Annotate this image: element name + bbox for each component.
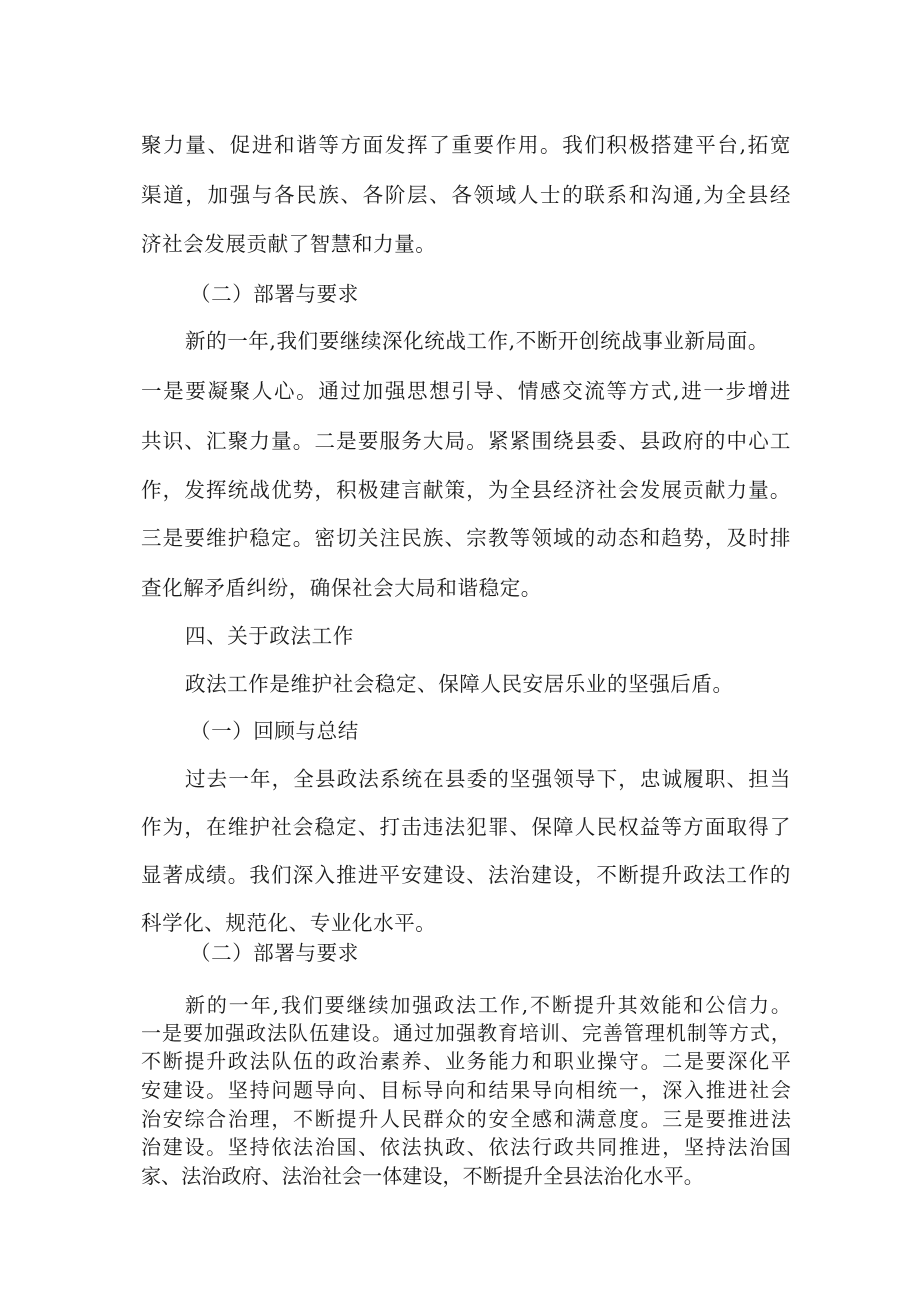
paragraph-line: 一是要加强政法队伍建设。通过加强教育培训、完善管理机制等方式， xyxy=(141,1021,791,1045)
paragraph-line: 共识、汇聚力量。二是要服务大局。紧紧围绕县委、县政府的中心工 xyxy=(141,429,791,453)
paragraph-line: 治安综合治理，不断提升人民群众的安全感和满意度。三是要推进法 xyxy=(141,1107,791,1131)
paragraph-line: 查化解矛盾纠纷，确保社会大局和谐稳定。 xyxy=(141,576,542,600)
paragraph-line: 安建设。坚持问题导向、目标导向和结果导向相统一，深入推进社会 xyxy=(141,1078,791,1102)
paragraph-line: 新的一年,我们要继续加强政法工作,不断提升其效能和公信力。 xyxy=(185,993,791,1017)
paragraph-line: 聚力量、促进和谐等方面发挥了重要作用。我们积极搭建平台,拓宽 xyxy=(141,133,791,157)
paragraph-line: 新的一年,我们要继续深化统战工作,不断开创统战事业新局面。 xyxy=(185,329,769,353)
section-heading: （一）回顾与总结 xyxy=(190,719,359,743)
paragraph-line: 三是要维护稳定。密切关注民族、宗教等领域的动态和趋势，及时排 xyxy=(141,526,791,550)
paragraph-line: 作为，在维护社会稳定、打击违法犯罪、保障人民权益等方面取得了 xyxy=(141,815,791,839)
paragraph-line: 家、法治政府、法治社会一体建设，不断提升全县法治化水平。 xyxy=(141,1164,704,1188)
paragraph-line: 过去一年，全县政法系统在县委的坚强领导下，忠诚履职、担当 xyxy=(185,767,791,791)
paragraph-line: 治建设。坚持依法治国、依法执政、依法行政共同推进，坚持法治国 xyxy=(141,1135,791,1159)
paragraph-line: 不断提升政法队伍的政治素养、业务能力和职业操守。二是要深化平 xyxy=(141,1049,791,1073)
section-heading: 四、关于政法工作 xyxy=(185,624,354,648)
paragraph-line: 济社会发展贡献了智慧和力量。 xyxy=(141,232,437,256)
section-heading: （二）部署与要求 xyxy=(190,282,359,306)
paragraph-line: 政法工作是维护社会稳定、保障人民安居乐业的坚强后盾。 xyxy=(185,672,734,696)
paragraph-line: 渠道，加强与各民族、各阶层、各领域人士的联系和沟通,为全县经 xyxy=(141,183,791,207)
paragraph-line: 一是要凝聚人心。通过加强思想引导、情感交流等方式,进一步增进 xyxy=(141,379,791,403)
paragraph-line: 科学化、规范化、专业化水平。 xyxy=(141,911,437,935)
paragraph-line: 显著成绩。我们深入推进平安建设、法治建设，不断提升政法工作的 xyxy=(141,863,791,887)
section-heading: （二）部署与要求 xyxy=(190,941,359,965)
paragraph-line: 作，发挥统战优势，积极建言献策，为全县经济社会发展贡献力量。 xyxy=(141,478,791,502)
